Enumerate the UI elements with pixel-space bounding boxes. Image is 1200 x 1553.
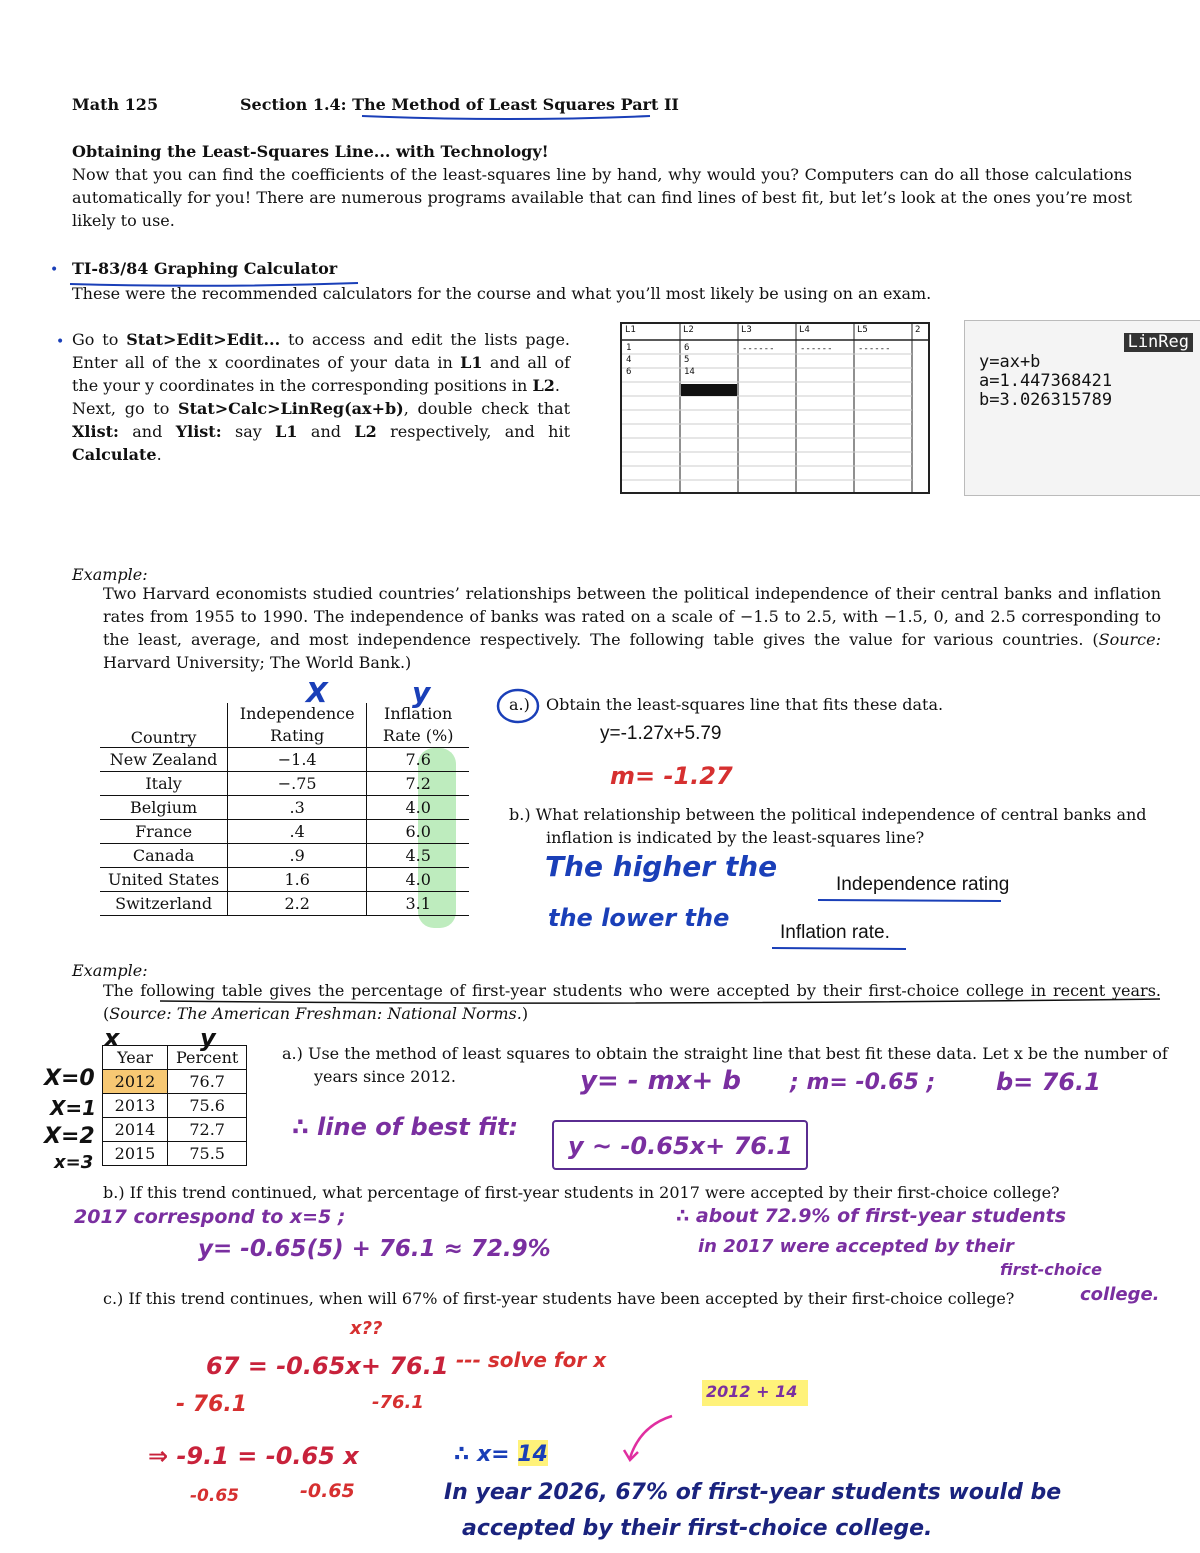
table-cell: 2015	[103, 1142, 168, 1166]
col-inflation: Inflation Rate (%)	[382, 704, 454, 745]
ex2-hand-about1: ∴ about 72.9% of first-year students	[676, 1205, 1067, 1227]
list-header-l2: L2	[683, 325, 694, 335]
ex2-hand-about2: in 2017 were accepted by their	[698, 1236, 1014, 1257]
ex2-hand-final2: accepted by their first-choice college.	[462, 1516, 933, 1541]
ex2-hand-xq: x??	[350, 1318, 383, 1339]
underline-mark	[770, 944, 910, 954]
table-row	[100, 796, 469, 820]
ex2-hand-b: b= 76.1	[996, 1068, 1101, 1096]
ex2-qb: b.) If this trend continued, what percentage of first-year students in 2017 were accepted by their first-choice college?	[103, 1183, 1060, 1202]
table-row	[100, 844, 469, 868]
col-percent: Percent	[168, 1046, 247, 1070]
underline-mark	[100, 996, 1164, 1008]
hand-x-label: X	[306, 676, 328, 709]
hand-x3: x=3	[54, 1152, 94, 1173]
table-cell: .9	[228, 844, 367, 868]
hand-x2: X=2	[44, 1124, 95, 1149]
table-cell: Canada	[100, 844, 228, 868]
ex1-hand-lower: the lower the	[548, 904, 730, 932]
table-cell: −.75	[228, 772, 367, 796]
ex1-qb: b.) What relationship between the political independence of central banks and inflation is indicated by the least-squares line?	[509, 805, 1147, 847]
bullet-mark: •	[50, 262, 59, 278]
col-year: Year	[103, 1046, 168, 1070]
banks-table	[100, 703, 469, 916]
course-title: Math 125	[72, 95, 159, 114]
ex2-hand-equation: y ~ -0.65x+ 76.1	[552, 1120, 808, 1170]
hand-y-label: y	[412, 676, 431, 709]
table-cell: 75.5	[168, 1142, 247, 1166]
list-l5-dashes: ------	[858, 344, 891, 354]
ex2-hand-sub1: - 76.1	[176, 1392, 248, 1417]
underline-mark	[360, 110, 660, 126]
table-row	[100, 748, 469, 772]
ex1-hand-slope: m= -1.27	[610, 762, 733, 790]
ex1-hand-higher: The higher the	[545, 850, 778, 883]
section-title: Section 1.4: The Method of Least Squares Part II	[240, 95, 679, 114]
ex2-hand-m: ; m= -0.65 ;	[790, 1070, 936, 1095]
table-cell: 1.6	[228, 868, 367, 892]
list-header-page: 2	[915, 325, 921, 335]
table-cell: 4.0	[405, 798, 431, 817]
ex2-hand-sub2: -76.1	[372, 1392, 424, 1413]
table-row	[100, 820, 469, 844]
ex2-hand-2012-14: 2012 + 14	[706, 1382, 798, 1401]
table-row	[100, 892, 469, 916]
table-cell: 2014	[103, 1118, 168, 1142]
example1-label: Example:	[72, 565, 148, 584]
ex1-qa-text: Obtain the least-squares line that fits these data.	[546, 695, 944, 714]
hand-x-label: x	[104, 1024, 120, 1052]
ex1-typed-independence: Independence rating	[836, 874, 1010, 895]
ex1-typed-inflation: Inflation rate.	[780, 922, 890, 943]
linreg-line2: a=1.447368421	[979, 371, 1113, 391]
ex2-hand-solve: --- solve for x	[456, 1348, 607, 1372]
col-country: Country	[100, 703, 228, 748]
table-cell: .4	[228, 820, 367, 844]
ti-heading: TI-83/84 Graphing Calculator	[72, 259, 338, 278]
hand-y-label: y	[200, 1024, 216, 1052]
ex2-hand-eq1: 67 = -0.65x+ 76.1	[206, 1352, 449, 1380]
example1-text: Two Harvard economists studied countries’ relationships between the political independence of their central banks and inflation rates from 1955 to 1990. The independence of banks was rated on a scale of −1.5 to 2.5, with −1.5, 0, and 2.5 corresponding to the least, average, and most independence respectively. The following table gives the value for various countries. (Source: Harvard University; The World Bank.)	[103, 584, 1161, 672]
bullet-mark: •	[56, 334, 65, 350]
table-cell: 6.0	[405, 822, 431, 841]
table-cell: 4.0	[405, 870, 431, 889]
table-row	[103, 1142, 247, 1166]
table-cell: 2.2	[228, 892, 367, 916]
table-row	[103, 1118, 247, 1142]
linreg-title: LinReg	[1124, 333, 1193, 352]
table-cell: 7.6	[405, 750, 431, 769]
list-header-l1: L1	[625, 325, 636, 335]
hand-x0: X=0	[44, 1066, 95, 1091]
table-cell: United States	[100, 868, 228, 892]
underline-mark	[816, 896, 1006, 906]
freshman-table	[102, 1045, 247, 1166]
table-cell: 75.6	[168, 1094, 247, 1118]
table-row	[100, 772, 469, 796]
example2-label: Example:	[72, 961, 148, 980]
table-cell: .3	[228, 796, 367, 820]
ex2-hand-x14: ∴ x= 14	[454, 1442, 548, 1467]
list-l2-values: 6 5 14	[684, 343, 695, 377]
ex2-qc: c.) If this trend continues, when will 67% of first-year students have been accepted by their first-choice college?	[103, 1289, 1015, 1308]
example2-text: The following table gives the percentage of first-year students who were accepted by their first-choice college in recent years. (Source: The American Freshman: National Norms.)	[103, 981, 1161, 1023]
table-cell: 3.1	[405, 894, 431, 913]
table-cell: 4.5	[405, 846, 431, 865]
list-l4-dashes: ------	[800, 344, 833, 354]
list-header-l4: L4	[799, 325, 810, 335]
list-header-l5: L5	[857, 325, 868, 335]
table-cell: Italy	[100, 772, 228, 796]
linreg-line3: b=3.026315789	[979, 390, 1113, 410]
table-cell: France	[100, 820, 228, 844]
table-cell: Switzerland	[100, 892, 228, 916]
table-cell: 7.2	[405, 774, 431, 793]
table-row	[103, 1070, 247, 1094]
ex2-hand-lobf: ∴ line of best fit:	[292, 1113, 519, 1141]
ex1-answer-a: y=-1.27x+5.79	[600, 723, 722, 744]
col-independence: Independence Rating	[228, 703, 367, 748]
ex2-hand-calc: y= -0.65(5) + 76.1 ≈ 72.9%	[198, 1236, 551, 1262]
ex2-hand-div2: -0.65	[300, 1480, 355, 1502]
intro-heading: Obtaining the Least-Squares Line... with Technology!	[72, 142, 549, 161]
ti-body: These were the recommended calculators for the course and what you’ll most likely be using on an exam.	[72, 284, 932, 303]
list-l3-dashes: ------	[742, 344, 775, 354]
ex2-hand-div1: -0.65	[190, 1486, 239, 1506]
ex1-qa-label: a.)	[509, 695, 530, 714]
table-cell: 2013	[103, 1094, 168, 1118]
table-cell: New Zealand	[100, 748, 228, 772]
table-row	[100, 868, 469, 892]
ex2-hand-form: y= - mx+ b	[580, 1066, 741, 1096]
ti-steps: Go to Stat>Edit>Edit... to access and edit the lists page. Enter all of the x coordinates of your data in L1 and all of the your y coordinates in the corresponding positions in L2. Next, go to Stat>Calc>LinReg(ax+b), double check that Xlist: and Ylist: say L1 and L2 respectively, and hit Calculate.	[72, 330, 571, 464]
table-row	[103, 1094, 247, 1118]
hand-x1: X=1	[50, 1096, 97, 1120]
table-cell: Belgium	[100, 796, 228, 820]
ex2-hand-final1: In year 2026, 67% of first-year students would be	[444, 1480, 1062, 1505]
calculator-list-screen	[620, 322, 930, 494]
table-cell: 76.7	[168, 1070, 247, 1094]
list-l1-values: 1 4 6	[626, 343, 632, 377]
table-cell: −1.4	[228, 748, 367, 772]
intro-body: Now that you can find the coefficients of the least-squares line by hand, why would you? Computers can do all those calculations automatically for you! There are numerous programs available that can find lines of best fit, but let’s look at the ones you’re most likely to use.	[72, 165, 1132, 230]
ex2-hand-about3: first-choice	[1000, 1260, 1102, 1279]
table-cell: 2012	[103, 1070, 168, 1094]
ex2-hand-about4: college.	[1080, 1284, 1160, 1305]
table-cell: 72.7	[168, 1118, 247, 1142]
linreg-line1: y=ax+b	[979, 352, 1041, 372]
list-header-l3: L3	[741, 325, 752, 335]
calculator-linreg-screen	[964, 320, 1200, 496]
ex2-qa: a.) Use the method of least squares to obtain the straight line that best fit these data. Let x be the number of years since 2012.	[282, 1044, 1168, 1086]
ex2-hand-2017: 2017 correspond to x=5 ;	[74, 1206, 346, 1228]
ex2-hand-eq2: ⇒ -9.1 = -0.65 x	[148, 1442, 359, 1470]
arrow-mark	[620, 1410, 680, 1470]
